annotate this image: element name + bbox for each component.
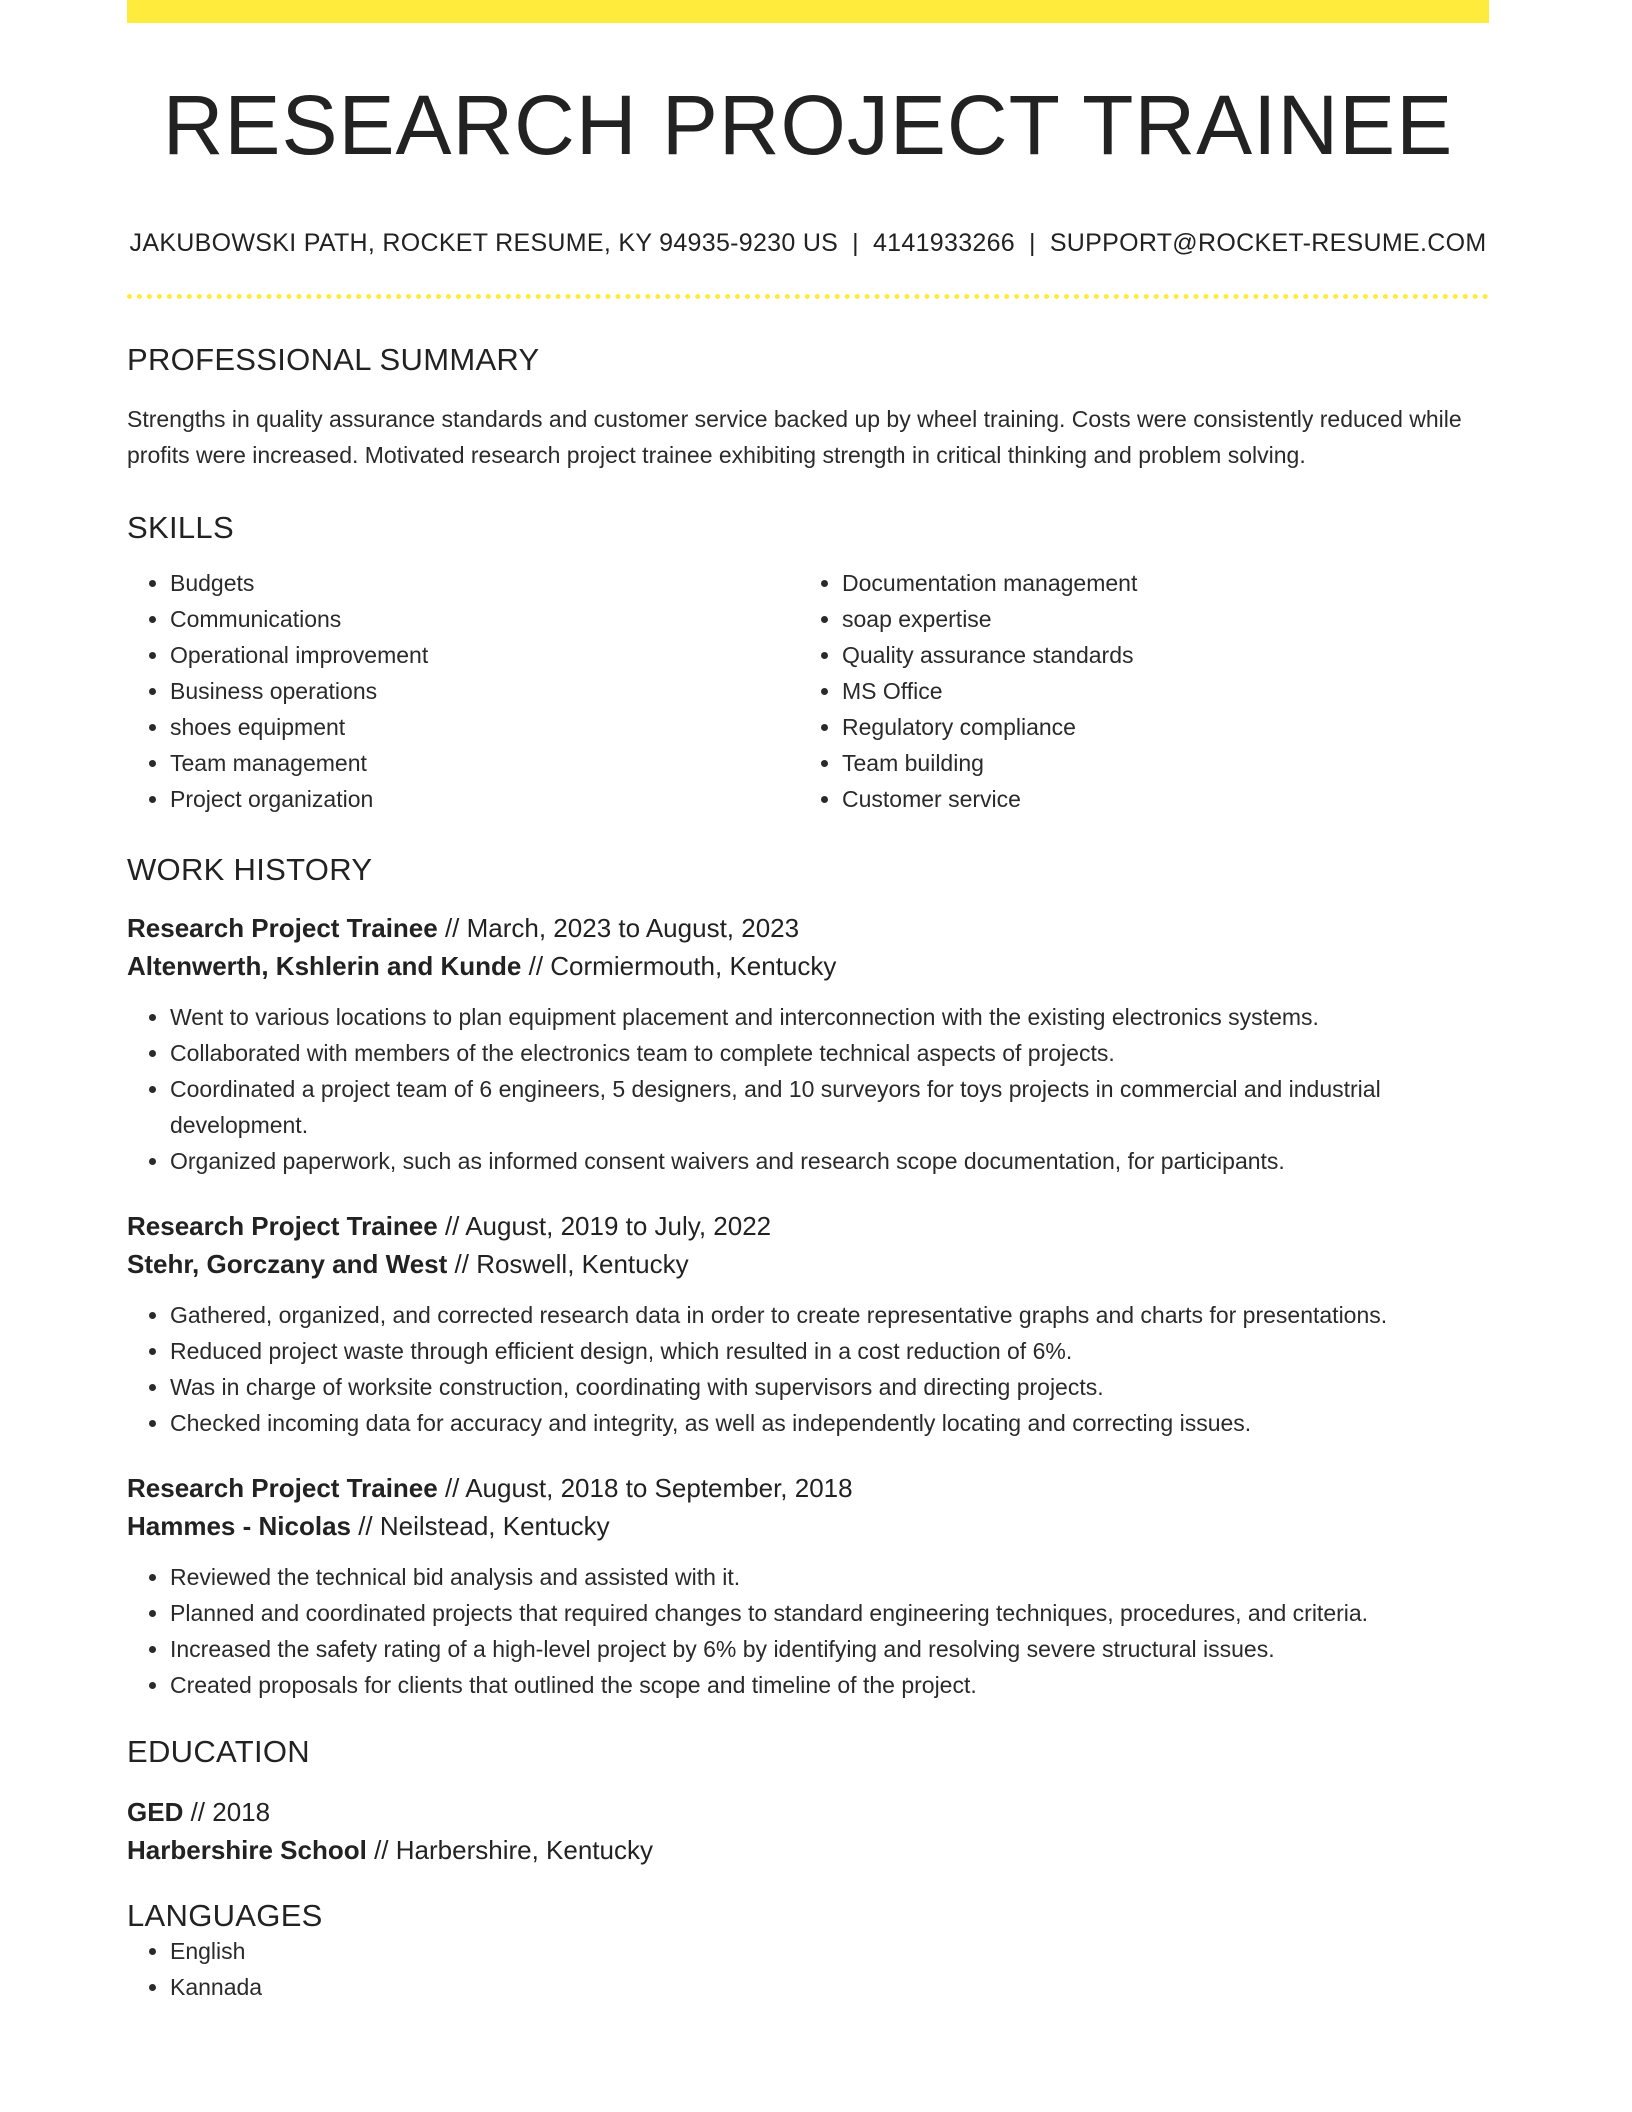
duty-item: • Went to various locations to plan equipment placement and interconnection with the existing electronics systems.: [170, 999, 1489, 1035]
resume-title: RESEARCH PROJECT TRAINEE: [162, 78, 1454, 172]
field-separator: //: [447, 1249, 477, 1280]
skill-item: • Team management: [170, 745, 799, 781]
contact-phone: 4141933266: [872, 229, 1016, 257]
education-degree: GED: [127, 1797, 184, 1828]
duty-item: • Reduced project waste through efficient design, which resulted in a cost reduction of 6%.: [170, 1333, 1489, 1369]
job-title: Research Project Trainee: [127, 1211, 438, 1242]
duty-item: • Checked incoming data for accuracy and integrity, as well as independently locating and correcting issues.: [170, 1405, 1489, 1441]
duty-item: • Gathered, organized, and corrected research data in order to create representative graphs and charts for presentations.: [170, 1297, 1489, 1333]
field-separator: //: [521, 951, 551, 982]
duty-item: • Created proposals for clients that outlined the scope and timeline of the project.: [170, 1667, 1489, 1703]
resume-page: [127, 0, 1489, 2005]
job-duties: [127, 1297, 1489, 1441]
job-dates: August, 2019 to July, 2022: [465, 1211, 772, 1242]
education-entry: [127, 1793, 1489, 1869]
job-company-line: [127, 947, 1489, 985]
languages-list: [127, 1933, 1489, 2005]
field-separator: //: [350, 1511, 380, 1542]
skill-item: • Business operations: [170, 673, 799, 709]
language-item: • English: [170, 1933, 1489, 1969]
duty-item: • Coordinated a project team of 6 engineers, 5 designers, and 10 surveyors for toys projects in commercial and industrial development.: [170, 1071, 1489, 1143]
skill-item: • Documentation management: [842, 565, 1471, 601]
job-title-line: [127, 909, 1489, 947]
contact-separator: |: [852, 229, 859, 257]
accent-bar: [127, 0, 1489, 23]
education-location: Harbershire, Kentucky: [395, 1835, 653, 1866]
job-dates: March, 2023 to August, 2023: [466, 913, 800, 944]
duty-item: • Increased the safety rating of a high-level project by 6% by identifying and resolving severe structural issues.: [170, 1631, 1489, 1667]
job-company: Hammes - Nicolas: [127, 1511, 351, 1542]
section-heading-summary: PROFESSIONAL SUMMARY: [127, 342, 540, 377]
field-separator: //: [437, 1473, 466, 1504]
skill-item: • soap expertise: [842, 601, 1471, 637]
field-separator: //: [437, 1211, 466, 1242]
section-heading-skills: SKILLS: [127, 510, 234, 546]
field-separator: //: [183, 1797, 213, 1828]
skill-item: • Communications: [170, 601, 799, 637]
section-heading-work-history: WORK HISTORY: [127, 852, 373, 888]
job-duties: [127, 1559, 1489, 1703]
skill-item: • Regulatory compliance: [842, 709, 1471, 745]
job-title: Research Project Trainee: [127, 913, 438, 944]
contact-email[interactable]: SUPPORT@ROCKET-RESUME.COM: [1049, 229, 1487, 257]
job-company: Altenwerth, Kshlerin and Kunde: [127, 951, 522, 982]
contact-line: [127, 229, 1489, 258]
field-separator: //: [437, 913, 467, 944]
job-company: Stehr, Gorczany and West: [127, 1249, 448, 1280]
job-company-line: [127, 1507, 1489, 1545]
section-heading-education: EDUCATION: [127, 1734, 310, 1770]
section-heading-languages: LANGUAGES: [127, 1898, 323, 1934]
education-year: 2018: [212, 1797, 271, 1828]
duty-item: • Collaborated with members of the electronics team to complete technical aspects of projects.: [170, 1035, 1489, 1071]
skill-item: • shoes equipment: [170, 709, 799, 745]
skill-item: • Customer service: [842, 781, 1471, 817]
dotted-divider: [127, 294, 1489, 299]
duty-item: • Organized paperwork, such as informed consent waivers and research scope documentation, for participants.: [170, 1143, 1489, 1179]
education-school-line: [127, 1831, 1489, 1869]
skill-item: • Team building: [842, 745, 1471, 781]
language-item: • Kannada: [170, 1969, 1489, 2005]
duty-item: • Planned and coordinated projects that required changes to standard engineering techniques, procedures, and criteria.: [170, 1595, 1489, 1631]
duty-item: • Was in charge of worksite construction, coordinating with supervisors and directing projects.: [170, 1369, 1489, 1405]
education-school: Harbershire School: [127, 1835, 367, 1866]
job-location: Neilstead, Kentucky: [379, 1511, 610, 1542]
skills-column-left: [127, 565, 799, 817]
job-entry: [127, 1469, 1489, 1703]
job-entry: [127, 909, 1489, 1179]
job-location: Cormiermouth, Kentucky: [550, 951, 837, 982]
skill-item: • MS Office: [842, 673, 1471, 709]
job-company-line: [127, 1245, 1489, 1283]
skill-item: • Budgets: [170, 565, 799, 601]
job-location: Roswell, Kentucky: [476, 1249, 689, 1280]
job-title-line: [127, 1207, 1489, 1245]
job-dates: August, 2018 to September, 2018: [465, 1473, 853, 1504]
summary-text: Strengths in quality assurance standards and customer service backed up by wheel training. Costs were consistently reduced while profits were increased. Motivated research project trainee exhibiting strength in critical thinking and problem solving.: [127, 406, 1462, 469]
skills-list: [127, 565, 1489, 817]
job-entry: [127, 1207, 1489, 1441]
skills-column-right: [799, 565, 1471, 817]
education-degree-line: [127, 1793, 1489, 1831]
skill-item: • Project organization: [170, 781, 799, 817]
job-title: Research Project Trainee: [127, 1473, 438, 1504]
skill-item: • Operational improvement: [170, 637, 799, 673]
job-duties: [127, 999, 1489, 1179]
contact-separator: |: [1029, 229, 1036, 257]
job-title-line: [127, 1469, 1489, 1507]
skill-item: • Quality assurance standards: [842, 637, 1471, 673]
contact-address: JAKUBOWSKI PATH, ROCKET RESUME, KY 94935-9230 US: [129, 229, 839, 257]
field-separator: //: [366, 1835, 396, 1866]
duty-item: • Reviewed the technical bid analysis and assisted with it.: [170, 1559, 1489, 1595]
